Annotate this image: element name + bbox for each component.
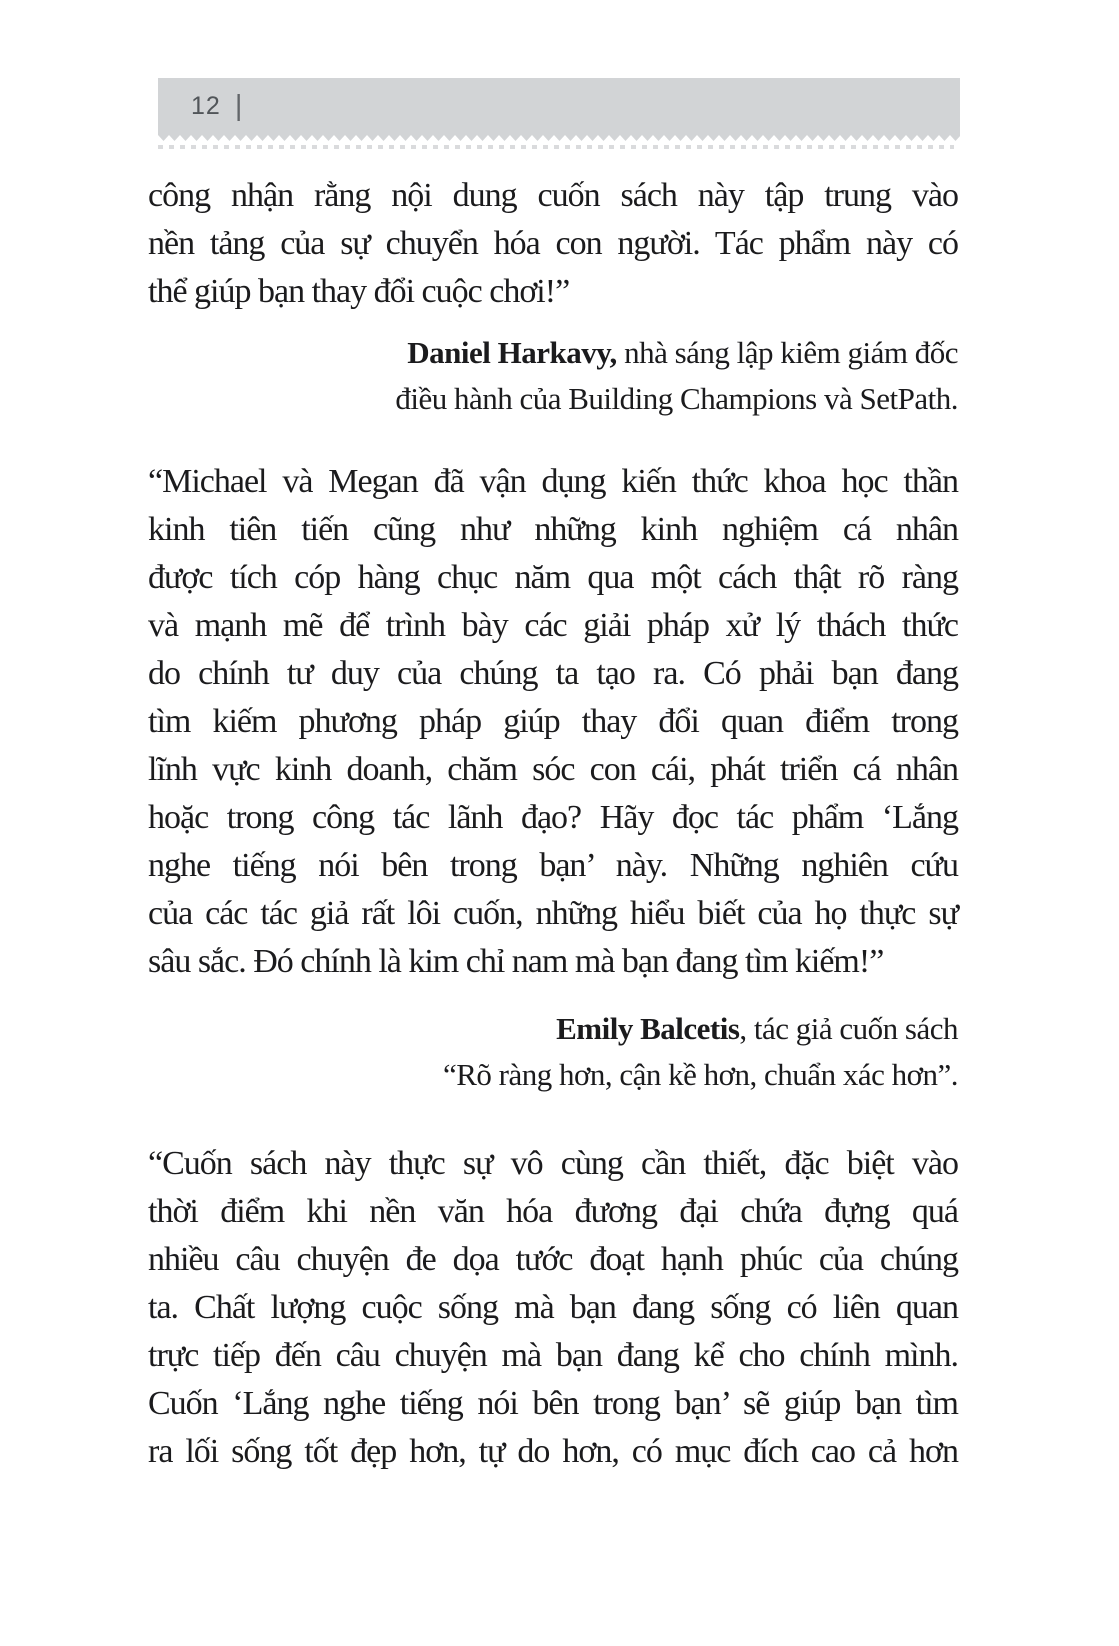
body-text-line: ra lối sống tốt đẹp hơn, tự do hơn, có mục đích cao cả hơn — [148, 1433, 958, 1470]
body-text-line: nền tảng của sự chuyển hóa con người. Tác phẩm này có — [148, 225, 958, 262]
body-text-line: được tích cóp hàng chục năm qua một cách thật rõ ràng — [148, 559, 958, 596]
attribution-daniel-harkavy — [148, 330, 958, 422]
attribution-line — [148, 1006, 958, 1052]
body-text-line: công nhận rằng nội dung cuốn sách này tập trung vào — [148, 177, 958, 214]
body-text-line: “Michael và Megan đã vận dụng kiến thức khoa học thần — [148, 463, 958, 500]
body-text-line: thể giúp bạn thay đổi cuộc chơi!” — [148, 273, 570, 310]
paragraph-quote-cuon-sach — [148, 1140, 958, 1476]
body-text-line: sâu sắc. Đó chính là kim chỉ nam mà bạn đang tìm kiếm!” — [148, 943, 884, 980]
attribution-role: nhà sáng lập kiêm giám đốc — [616, 335, 958, 370]
body-text-line: ta. Chất lượng cuộc sống mà bạn đang sống có liên quan — [148, 1289, 958, 1326]
page-header-bar — [158, 78, 960, 135]
page-number: 12 — [191, 92, 221, 120]
attribution-line: điều hành của Building Champions và SetPath. — [395, 381, 958, 416]
body-text-line: tìm kiếm phương pháp giúp thay đổi quan điểm trong — [148, 703, 958, 740]
body-text-line: trực tiếp đến câu chuyện mà bạn đang kể cho chính mình. — [148, 1337, 958, 1374]
body-text-line: nhiều câu chuyện đe dọa tước đoạt hạnh phúc của chúng — [148, 1241, 958, 1278]
paragraph-quote-michael-megan — [148, 458, 958, 986]
body-text-line: “Cuốn sách này thực sự vô cùng cần thiết, đặc biệt vào — [148, 1145, 958, 1182]
attribution-line: “Rõ ràng hơn, cận kề hơn, chuẩn xác hơn”. — [442, 1057, 958, 1092]
body-text-line: và mạnh mẽ để trình bày các giải pháp xử lý thách thức — [148, 607, 958, 644]
page-number-separator: | — [234, 90, 243, 122]
header-sawtooth-edge — [158, 135, 960, 141]
attribution-line — [148, 330, 958, 376]
attribution-role: , tác giả cuốn sách — [739, 1011, 958, 1046]
body-text-line: lĩnh vực kinh doanh, chăm sóc con cái, phát triển cá nhân — [148, 751, 958, 788]
attribution-name: Emily Balcetis — [556, 1011, 740, 1046]
body-text-line: do chính tư duy của chúng ta tạo ra. Có phải bạn đang — [148, 655, 958, 692]
body-text-line: Cuốn ‘Lắng nghe tiếng nói bên trong bạn’ sẽ giúp bạn tìm — [148, 1385, 958, 1422]
body-text-line: nghe tiếng nói bên trong bạn’ này. Những nghiên cứu — [148, 847, 958, 884]
body-text-line: của các tác giả rất lôi cuốn, những hiểu biết của họ thực sự — [148, 895, 958, 932]
paragraph-quote-continued — [148, 172, 958, 316]
body-text-line: thời điểm khi nền văn hóa đương đại chứa đựng quá — [148, 1193, 958, 1230]
body-text-line: kinh tiên tiến cũng như những kinh nghiệm cá nhân — [148, 511, 958, 548]
attribution-name: Daniel Harkavy, — [407, 335, 617, 370]
body-text-line: hoặc trong công tác lãnh đạo? Hãy đọc tác phẩm ‘Lắng — [148, 799, 958, 836]
attribution-emily-balcetis — [148, 1006, 958, 1098]
header-dotted-line — [158, 145, 954, 149]
